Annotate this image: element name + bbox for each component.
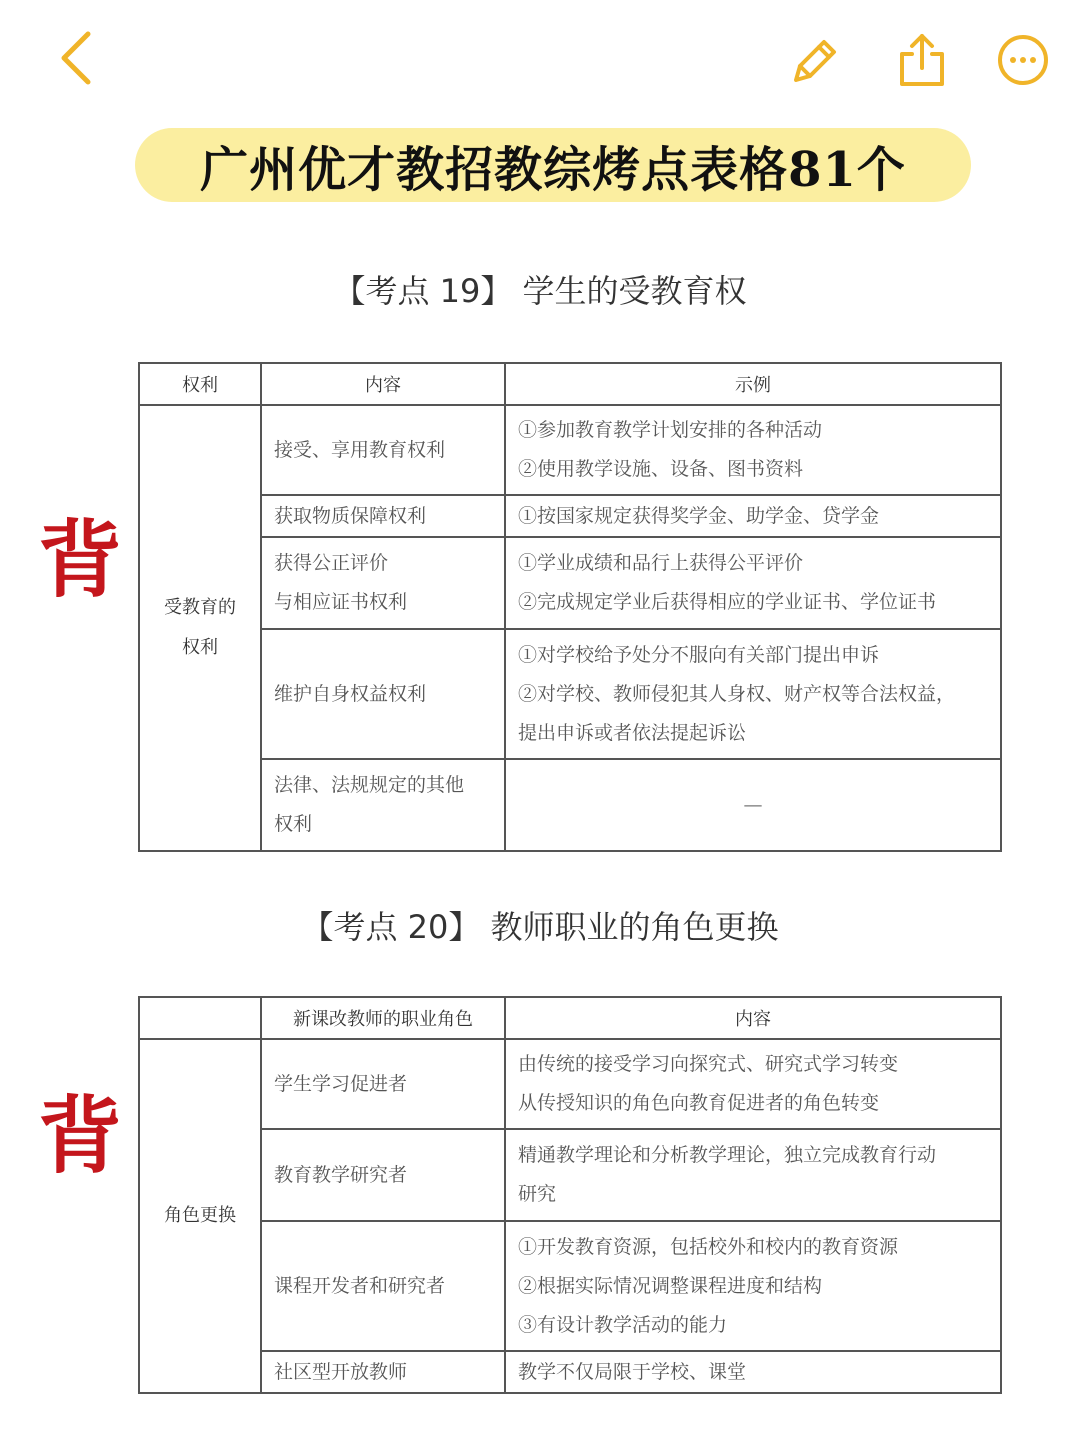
cell-line: ①学业成绩和品行上获得公平评价 [518,552,804,574]
content-cell [261,495,505,537]
table-row [139,759,1001,851]
cell-line: 学生学习促进者 [274,1072,408,1095]
role-cell [261,1129,505,1221]
cell-line: ②对学校、教师侵犯其人身权、财产权等合法权益， [518,682,956,705]
table-row [139,1039,1001,1129]
cell-line: 教学不仅局限于学校、课堂 [518,1360,747,1383]
cell-line: ①开发教育资源，包括校外和校内的教育资源 [518,1235,899,1258]
cell-line: 权利 [274,813,313,835]
page-title: 广州优才教招教综烤点表格81个 [135,128,971,202]
table-header-row [139,997,1001,1039]
cell-line: 社区型开放教师 [274,1360,408,1383]
table-row [139,1351,1001,1393]
cell-line: ①按国家规定获得奖学金、助学金、贷学金 [518,504,880,527]
cell-line: ①对学校给予处分不服向有关部门提出申诉 [518,643,880,666]
example-cell [505,629,1001,759]
cell-line: ②使用教学设施、设备、图书资料 [518,458,804,480]
cell-line: 获得公正评价 [274,552,389,574]
table-row [139,537,1001,629]
group-label-line: 权利 [182,637,218,658]
section19-heading [0,266,1080,312]
header-cell: 权利 [139,363,261,405]
cell-line: 接受、享用教育权利 [274,438,446,461]
section20-heading-text: 教师职业的角色更换 [490,908,779,946]
example-cell [505,495,1001,537]
group-label: 角色更换 [139,1039,261,1393]
cell-line: 由传统的接受学习向探究式、研究式学习转变 [518,1053,899,1075]
top-toolbar [0,0,1080,120]
role-cell [261,1351,505,1393]
section19-table [138,362,1002,852]
stamp-bei: 背 [38,510,123,609]
role-cell [261,1039,505,1129]
chevron-left-icon[interactable] [52,28,102,88]
cell-line: 法律、法规规定的其他 [274,774,465,796]
cell-line: 获取物质保障权利 [274,504,427,527]
header-cell: 示例 [505,363,1001,405]
table-row [139,405,1001,495]
header-cell: 内容 [261,363,505,405]
share-icon[interactable] [896,30,948,90]
cell-line: ①参加教育教学计划安排的各种活动 [518,419,823,441]
section20-table [138,996,1002,1394]
table-row [139,495,1001,537]
role-cell [261,1221,505,1351]
cell-line: 课程开发者和研究者 [274,1274,446,1297]
content-cell [261,405,505,495]
table-row [139,1221,1001,1351]
content-cell [261,537,505,629]
content-cell [505,1351,1001,1393]
cell-line: 维护自身权益权利 [274,682,427,705]
section19-heading-label: 【考点 19】 [333,272,513,310]
section19-heading-text: 学生的受教育权 [522,272,747,310]
cell-line: 研究 [518,1183,557,1205]
cell-line: 与相应证书权利 [274,591,408,613]
section20-heading [0,902,1080,948]
header-cell: 新课改教师的职业角色 [261,997,505,1039]
pencil-icon[interactable] [786,34,842,90]
table-row [139,629,1001,759]
content-cell [505,1039,1001,1129]
table-row [139,1129,1001,1221]
table-header-row [139,363,1001,405]
more-icon[interactable] [996,33,1050,87]
content-cell [505,1129,1001,1221]
group-label [139,405,261,851]
content-cell [261,759,505,851]
cell-line: 教育教学研究者 [274,1163,408,1186]
cell-line: 从传授知识的角色向教育促进者的角色转变 [518,1092,880,1114]
content-cell [261,629,505,759]
cell-line: 精通教学理论和分析教学理论，独立完成教育行动 [518,1144,937,1166]
header-cell [139,997,261,1039]
stamp-bei: 背 [38,1086,123,1185]
example-cell [505,405,1001,495]
cell-line: ②完成规定学业后获得相应的学业证书、学位证书 [518,591,937,613]
header-cell: 内容 [505,997,1001,1039]
cell-line: ②根据实际情况调整课程进度和结构 [518,1274,823,1297]
example-cell [505,537,1001,629]
cell-line: 提出申诉或者依法提起诉讼 [518,721,747,744]
cell-line: ③有设计教学活动的能力 [518,1313,728,1336]
group-label-line: 受教育的 [164,597,236,618]
section20-heading-label: 【考点 20】 [301,908,481,946]
content-cell [505,1221,1001,1351]
example-cell: — [505,759,1001,851]
